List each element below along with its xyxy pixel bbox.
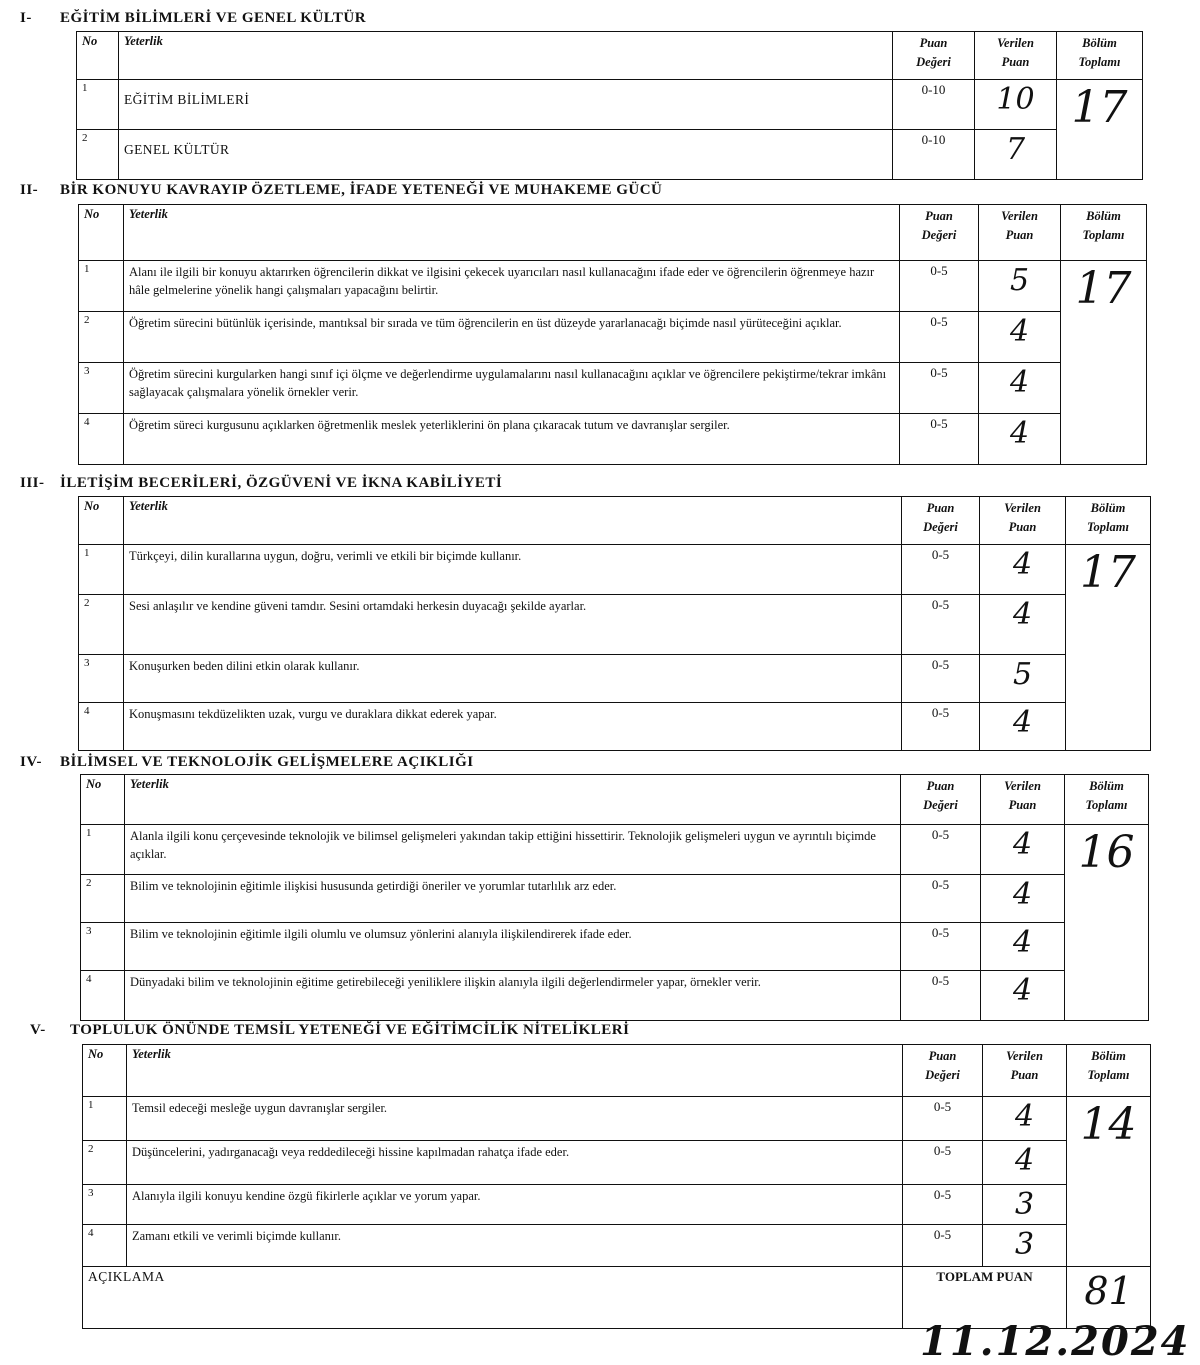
header-yeterlik: Yeterlik xyxy=(124,497,902,545)
score-range: 0-5 xyxy=(902,703,980,751)
score-table xyxy=(82,1044,1151,1329)
section-title-text: İLETİŞİM BECERİLERİ, ÖZGÜVENİ VE İKNA KABİLİYETİ xyxy=(60,475,503,491)
header-no: No xyxy=(77,32,119,80)
given-score: 4 xyxy=(980,595,1066,655)
criterion-text: Düşüncelerini, yadırganacağı veya reddedileceği hissine kapılmadan rahatça ifade eder. xyxy=(127,1141,903,1185)
row-number: 4 xyxy=(83,1225,127,1267)
header-yeterlik: Yeterlik xyxy=(124,205,900,261)
criterion-text: Dünyadaki bilim ve teknolojinin eğitime getirebileceği yeniliklere ilişkin alanıyla ilgili değerlendirmeler yapar, örnekler verir. xyxy=(125,971,901,1021)
criterion-text: Alanı ile ilgili bir konuyu aktarırken öğrencilerin dikkat ve ilgisini çekecek uyarıcıları nasıl kullanacağını ifade eder ve öğrencilerin öğrenmeye hazır hâle gelmelerine yönelik hangi çalışmaları yapacağını belirtir. xyxy=(124,261,900,312)
section-number: V- xyxy=(30,1022,46,1038)
table-row xyxy=(79,414,1147,465)
header-verilen-puan: Verilen Puan xyxy=(980,497,1066,545)
grand-total-label: TOPLAM PUAN xyxy=(903,1267,1067,1329)
given-score: 10 xyxy=(975,80,1057,130)
header-bolum-toplami: Bölüm Toplamı xyxy=(1061,205,1147,261)
table-row xyxy=(79,363,1147,414)
header-puan-degeri: Puan Değeri xyxy=(903,1045,983,1097)
section-total: 16 xyxy=(1065,825,1149,1021)
section-title xyxy=(20,475,502,492)
section-total: 17 xyxy=(1066,545,1151,751)
section-number: II- xyxy=(20,182,39,198)
table-row xyxy=(81,825,1149,875)
score-range: 0-5 xyxy=(901,825,981,875)
row-number: 1 xyxy=(79,545,124,595)
header-verilen-puan: Verilen Puan xyxy=(975,32,1057,80)
criterion-text: Öğretim süreci kurgusunu açıklarken öğretmenlik meslek yeterliklerini ön plana çıkaracak tutum ve davranışlar sergiler. xyxy=(124,414,900,465)
criterion-text: Bilim ve teknolojinin eğitimle ilgili olumlu ve olumsuz yönlerini alanıyla ilişkilendirerek ifade eder. xyxy=(125,923,901,971)
score-range: 0-5 xyxy=(902,545,980,595)
header-bolum-toplami: Bölüm Toplamı xyxy=(1066,497,1151,545)
criterion-text: Öğretim sürecini kurgularken hangi sınıf içi ölçme ve değerlendirme uygulamalarını nasıl kullanacağını açıklar ve öğrencilere pekiştirme/tekrar imkânı sağlayacak çalışmalara yönelik örnekler verir. xyxy=(124,363,900,414)
score-table xyxy=(78,496,1151,751)
table-row xyxy=(83,1097,1151,1141)
score-range: 0-5 xyxy=(903,1225,983,1267)
grand-total-value: 81 xyxy=(1067,1267,1151,1329)
criterion-text: EĞİTİM BİLİMLERİ xyxy=(119,80,893,130)
row-number: 3 xyxy=(79,655,124,703)
section-title-text: TOPLULUK ÖNÜNDE TEMSİL YETENEĞİ VE EĞİTİMCİLİK NİTELİKLERİ xyxy=(70,1022,630,1038)
score-table xyxy=(76,31,1143,180)
header-no: No xyxy=(81,775,125,825)
header-bolum-toplami: Bölüm Toplamı xyxy=(1067,1045,1151,1097)
row-number: 3 xyxy=(83,1185,127,1225)
given-score: 4 xyxy=(979,363,1061,414)
criterion-text: Zamanı etkili ve verimli biçimde kullanır. xyxy=(127,1225,903,1267)
table-row xyxy=(79,261,1147,312)
section-number: IV- xyxy=(20,754,43,770)
row-number: 1 xyxy=(81,825,125,875)
score-range: 0-5 xyxy=(900,363,979,414)
given-score: 4 xyxy=(981,825,1065,875)
score-table xyxy=(78,204,1147,465)
score-range: 0-5 xyxy=(902,655,980,703)
section-total: 17 xyxy=(1061,261,1147,465)
table-row xyxy=(81,875,1149,923)
row-number: 2 xyxy=(79,312,124,363)
header-no: No xyxy=(83,1045,127,1097)
score-range: 0-5 xyxy=(900,312,979,363)
row-number: 3 xyxy=(81,923,125,971)
row-number: 4 xyxy=(81,971,125,1021)
given-score: 4 xyxy=(983,1097,1067,1141)
header-verilen-puan: Verilen Puan xyxy=(979,205,1061,261)
section-title xyxy=(30,1022,629,1039)
criterion-text: Bilim ve teknolojinin eğitimle ilişkisi hususunda getirdiği öneriler ve yorumlar tutarlılık arz eder. xyxy=(125,875,901,923)
section-title-text: EĞİTİM BİLİMLERİ VE GENEL KÜLTÜR xyxy=(60,10,367,26)
note-label: AÇIKLAMA xyxy=(83,1267,903,1329)
section-title xyxy=(20,182,662,199)
score-table xyxy=(80,774,1149,1021)
table-row xyxy=(79,545,1151,595)
criterion-text: Sesi anlaşılır ve kendine güveni tamdır. Sesini ortamdaki herkesin duyacağı şekilde ayarlar. xyxy=(124,595,902,655)
table-row xyxy=(79,312,1147,363)
given-score: 4 xyxy=(981,923,1065,971)
section-number: I- xyxy=(20,10,32,26)
criterion-text: GENEL KÜLTÜR xyxy=(119,130,893,180)
row-number: 4 xyxy=(79,414,124,465)
given-score: 5 xyxy=(979,261,1061,312)
given-score: 4 xyxy=(979,414,1061,465)
given-score: 4 xyxy=(981,875,1065,923)
table-row xyxy=(79,703,1151,751)
section-title-text: BİLİMSEL VE TEKNOLOJİK GELİŞMELERE AÇIKLIĞI xyxy=(60,754,474,770)
given-score: 4 xyxy=(981,971,1065,1021)
given-score: 3 xyxy=(983,1185,1067,1225)
header-no: No xyxy=(79,205,124,261)
header-verilen-puan: Verilen Puan xyxy=(981,775,1065,825)
table-row xyxy=(77,130,1143,180)
score-range: 0-5 xyxy=(902,595,980,655)
criterion-text: Konuşurken beden dilini etkin olarak kullanır. xyxy=(124,655,902,703)
given-score: 4 xyxy=(979,312,1061,363)
header-no: No xyxy=(79,497,124,545)
score-range: 0-10 xyxy=(893,80,975,130)
header-bolum-toplami: Bölüm Toplamı xyxy=(1065,775,1149,825)
score-range: 0-5 xyxy=(901,875,981,923)
score-range: 0-5 xyxy=(903,1141,983,1185)
given-score: 3 xyxy=(983,1225,1067,1267)
section-number: III- xyxy=(20,475,45,491)
header-puan-degeri: Puan Değeri xyxy=(900,205,979,261)
row-number: 2 xyxy=(77,130,119,180)
score-range: 0-5 xyxy=(900,261,979,312)
criterion-text: Alanla ilgili konu çerçevesinde teknolojik ve bilimsel gelişmeleri yakından takip ettiğini hissettirir. Teknolojik gelişmeleri uygun ve ayrıntılı biçimde açıklar. xyxy=(125,825,901,875)
score-range: 0-10 xyxy=(893,130,975,180)
table-row xyxy=(79,655,1151,703)
row-number: 3 xyxy=(79,363,124,414)
given-score: 4 xyxy=(980,545,1066,595)
table-row xyxy=(83,1185,1151,1225)
header-puan-degeri: Puan Değeri xyxy=(902,497,980,545)
header-yeterlik: Yeterlik xyxy=(127,1045,903,1097)
header-puan-degeri: Puan Değeri xyxy=(893,32,975,80)
score-range: 0-5 xyxy=(901,971,981,1021)
score-range: 0-5 xyxy=(903,1185,983,1225)
row-number: 1 xyxy=(79,261,124,312)
section-total: 14 xyxy=(1067,1097,1151,1267)
score-range: 0-5 xyxy=(901,923,981,971)
criterion-text: Alanıyla ilgili konuyu kendine özgü fikirlerle açıklar ve yorum yapar. xyxy=(127,1185,903,1225)
header-yeterlik: Yeterlik xyxy=(119,32,893,80)
section-title xyxy=(20,10,366,27)
row-number: 1 xyxy=(83,1097,127,1141)
table-row xyxy=(79,595,1151,655)
criterion-text: Öğretim sürecini bütünlük içerisinde, mantıksal bir sırada ve tüm öğrencilerin en üst düzeyde yararlanacağı biçimde nasıl yürüteceğini açıklar. xyxy=(124,312,900,363)
criterion-text: Konuşmasını tekdüzelikten uzak, vurgu ve duraklara dikkat ederek yapar. xyxy=(124,703,902,751)
section-title xyxy=(20,754,474,771)
score-range: 0-5 xyxy=(903,1097,983,1141)
header-verilen-puan: Verilen Puan xyxy=(983,1045,1067,1097)
criterion-text: Temsil edeceği mesleğe uygun davranışlar sergiler. xyxy=(127,1097,903,1141)
section-title-text: BİR KONUYU KAVRAYIP ÖZETLEME, İFADE YETENEĞİ VE MUHAKEME GÜCÜ xyxy=(60,182,663,198)
criterion-text: Türkçeyi, dilin kurallarına uygun, doğru, verimli ve etkili bir biçimde kullanır. xyxy=(124,545,902,595)
header-puan-degeri: Puan Değeri xyxy=(901,775,981,825)
header-yeterlik: Yeterlik xyxy=(125,775,901,825)
table-row xyxy=(83,1225,1151,1267)
row-number: 4 xyxy=(79,703,124,751)
row-number: 2 xyxy=(79,595,124,655)
given-score: 4 xyxy=(983,1141,1067,1185)
given-score: 7 xyxy=(975,130,1057,180)
table-row xyxy=(81,971,1149,1021)
table-row xyxy=(83,1141,1151,1185)
table-row xyxy=(81,923,1149,971)
row-number: 1 xyxy=(77,80,119,130)
row-number: 2 xyxy=(83,1141,127,1185)
score-range: 0-5 xyxy=(900,414,979,465)
given-score: 4 xyxy=(980,703,1066,751)
section-total: 17 xyxy=(1057,80,1143,180)
given-score: 5 xyxy=(980,655,1066,703)
table-row xyxy=(77,80,1143,130)
header-bolum-toplami: Bölüm Toplamı xyxy=(1057,32,1143,80)
handwritten-date: 11.12.2024 xyxy=(920,1318,1191,1365)
row-number: 2 xyxy=(81,875,125,923)
